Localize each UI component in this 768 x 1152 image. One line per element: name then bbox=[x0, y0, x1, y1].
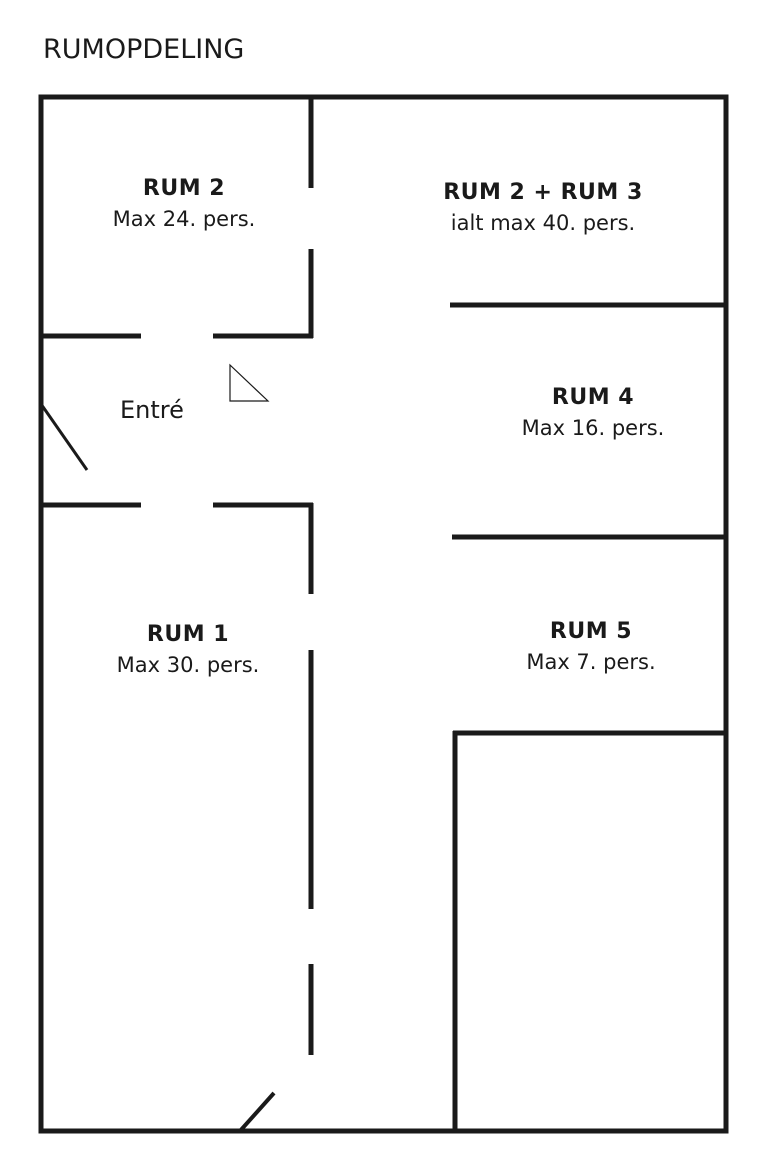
room-capacity-rum5: Max 7. pers. bbox=[526, 650, 656, 674]
room-capacity-rum2: Max 24. pers. bbox=[112, 207, 256, 231]
room-capacity-rum4: Max 16. pers. bbox=[521, 416, 665, 440]
room-name-rum23: RUM 2 + RUM 3 bbox=[443, 180, 643, 205]
room-label-rum2 bbox=[113, 174, 256, 234]
entrance-door bbox=[41, 404, 87, 470]
room-name-rum1: RUM 1 bbox=[146, 622, 230, 647]
outer-wall bbox=[41, 97, 726, 1131]
room-name-rum5: RUM 5 bbox=[549, 619, 633, 644]
entrance-label: Entré bbox=[120, 396, 184, 424]
room-name-rum4: RUM 4 bbox=[551, 385, 635, 410]
room-label-rum4 bbox=[522, 383, 665, 443]
room-capacity-rum1: Max 30. pers. bbox=[116, 653, 260, 677]
entrance-marker bbox=[230, 365, 268, 401]
room-label-rum23 bbox=[443, 178, 643, 238]
page-title: RUMOPDELING bbox=[43, 34, 245, 65]
room-label-rum1 bbox=[117, 620, 260, 680]
room-capacity-rum23: ialt max 40. pers. bbox=[450, 211, 636, 235]
room-label-rum5 bbox=[526, 617, 655, 677]
rum1-door bbox=[240, 1093, 274, 1131]
room-name-rum2: RUM 2 bbox=[142, 176, 226, 201]
